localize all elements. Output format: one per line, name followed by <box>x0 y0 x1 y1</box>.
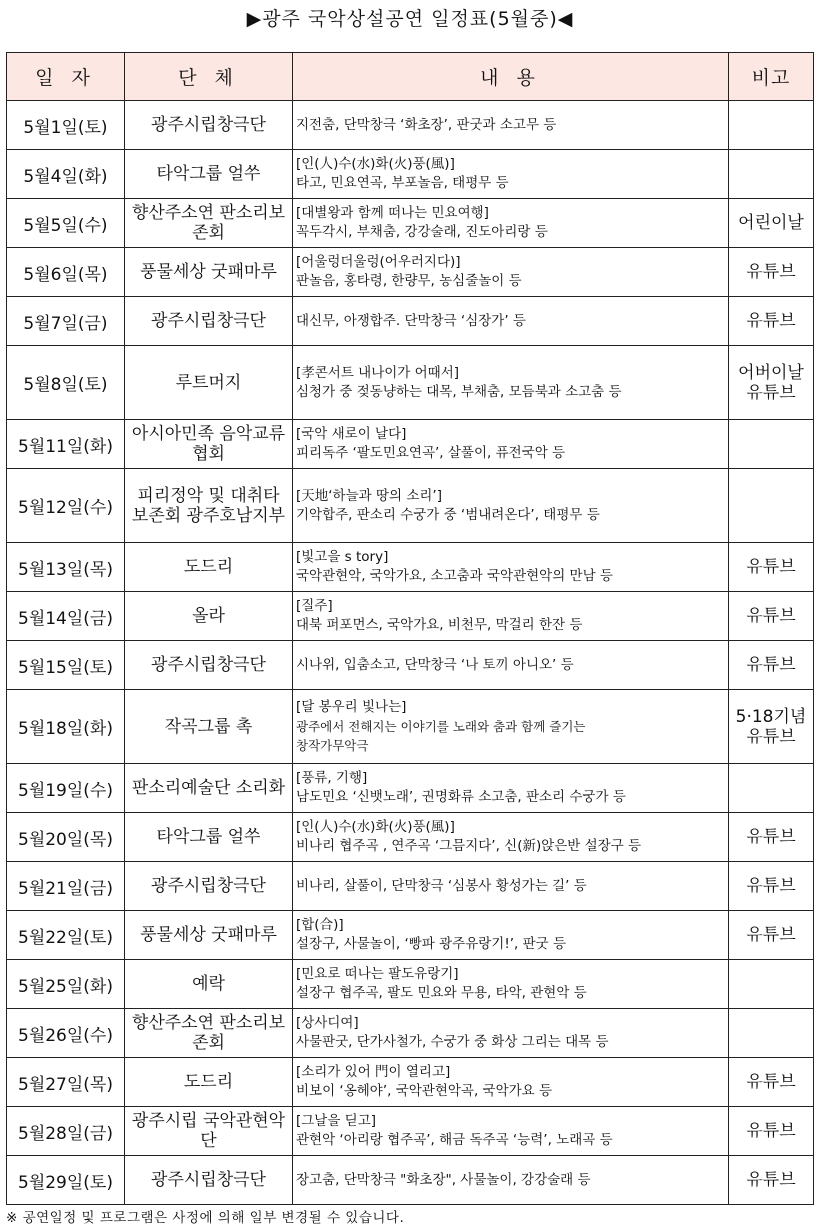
table-row <box>7 641 814 690</box>
content-line: [인(人)수(水)화(火)풍(風)] <box>296 819 455 835</box>
content-line: [소리가 있어 門이 열리고] <box>296 1064 451 1080</box>
row-group: 향산주소연 판소리보존회 <box>125 1009 293 1058</box>
content-line: 꼭두각시, 부채춤, 강강술래, 진도아리랑 등 <box>296 224 548 240</box>
row-date: 5월6일(목) <box>7 248 125 297</box>
row-date: 5월19일(수) <box>7 764 125 813</box>
row-group: 예락 <box>125 960 293 1009</box>
row-content <box>293 813 729 862</box>
row-date: 5월13일(목) <box>7 543 125 592</box>
row-note <box>729 101 814 150</box>
content-line: 판놀음, 홍타령, 한량무, 농심줄놀이 등 <box>296 273 522 289</box>
table-row <box>7 199 814 248</box>
row-date: 5월11일(화) <box>7 420 125 469</box>
row-content <box>293 641 729 690</box>
row-note: 어버이날유튜브 <box>729 346 814 420</box>
content-line: 비보이 ‘옹헤야’, 국악관현악곡, 국악가요 등 <box>296 1083 553 1099</box>
row-date: 5월26일(수) <box>7 1009 125 1058</box>
row-group: 광주시립창극단 <box>125 297 293 346</box>
row-date: 5월29일(토) <box>7 1156 125 1205</box>
table-row <box>7 911 814 960</box>
table-row <box>7 1009 814 1058</box>
row-content <box>293 420 729 469</box>
row-date: 5월7일(금) <box>7 297 125 346</box>
row-content <box>293 1058 729 1107</box>
row-note: 유튜브 <box>729 1107 814 1156</box>
row-group: 풍물세상 굿패마루 <box>125 248 293 297</box>
content-line: 비나리 협주곡 , 연주곡 ‘그믐지다’, 신(新)앉은반 설장구 등 <box>296 838 642 854</box>
row-note <box>729 469 814 543</box>
content-line: [인(人)수(水)화(火)풍(風)] <box>296 156 455 172</box>
row-content <box>293 469 729 543</box>
table-row <box>7 248 814 297</box>
header-group: 단 체 <box>125 53 293 101</box>
row-date: 5월28일(금) <box>7 1107 125 1156</box>
content-line: 창작가무악극 <box>296 738 369 753</box>
row-content <box>293 1107 729 1156</box>
row-group: 광주시립 국악관현악단 <box>125 1107 293 1156</box>
table-row <box>7 420 814 469</box>
row-group: 광주시립창극단 <box>125 862 293 911</box>
table-row <box>7 297 814 346</box>
row-date: 5월14일(금) <box>7 592 125 641</box>
row-note <box>729 960 814 1009</box>
row-date: 5월20일(목) <box>7 813 125 862</box>
row-content <box>293 101 729 150</box>
content-line: 광주에서 전해지는 이야기를 노래와 춤과 함께 즐기는 <box>296 719 586 734</box>
content-line: 남도민요 ‘신뱃노래’, 권명화류 소고춤, 판소리 수궁가 등 <box>296 789 626 805</box>
table-row <box>7 764 814 813</box>
table-row <box>7 960 814 1009</box>
row-group: 판소리예술단 소리화 <box>125 764 293 813</box>
row-note: 유튜브 <box>729 543 814 592</box>
row-note: 유튜브 <box>729 1156 814 1205</box>
row-note: 유튜브 <box>729 813 814 862</box>
content-line: 대북 퍼포먼스, 국악가요, 비천무, 막걸리 한잔 등 <box>296 617 583 633</box>
content-line: [합(合)] <box>296 917 344 933</box>
header-note: 비고 <box>729 53 814 101</box>
row-note <box>729 764 814 813</box>
row-note <box>729 420 814 469</box>
table-row <box>7 592 814 641</box>
row-group: 올라 <box>125 592 293 641</box>
content-line: [孝콘서트 내나이가 어때서] <box>296 364 460 381</box>
content-line: 대신무, 아쟁합주. 단막창극 ‘심장가’ 등 <box>296 312 526 329</box>
schedule-table <box>6 52 814 1205</box>
table-row <box>7 813 814 862</box>
row-date: 5월22일(토) <box>7 911 125 960</box>
row-date: 5월8일(토) <box>7 346 125 420</box>
content-line: 타고, 민요연곡, 부포놀음, 태평무 등 <box>296 175 509 191</box>
row-note <box>729 150 814 199</box>
content-line: [빛고을 s tory] <box>296 549 389 565</box>
row-note: 5·18기념 유튜브 <box>729 690 814 764</box>
content-line: [풍류, 기행] <box>296 770 368 786</box>
content-line: [민요로 떠나는 팔도유랑기] <box>296 966 459 982</box>
row-content <box>293 150 729 199</box>
content-line: 설장구, 사물놀이, ‘빵파 광주유랑기!’, 판굿 등 <box>296 936 567 952</box>
content-line: [국악 새로이 날다] <box>296 426 407 442</box>
table-row <box>7 101 814 150</box>
header-content: 내 용 <box>293 53 729 101</box>
row-note <box>729 1009 814 1058</box>
row-group: 광주시립창극단 <box>125 641 293 690</box>
row-group: 광주시립창극단 <box>125 101 293 150</box>
content-line: [달 봉우리 빛나는] <box>296 699 407 715</box>
row-date: 5월15일(토) <box>7 641 125 690</box>
row-group: 아시아민족 음악교류협회 <box>125 420 293 469</box>
row-date: 5월18일(화) <box>7 690 125 764</box>
row-content <box>293 543 729 592</box>
table-row <box>7 1156 814 1205</box>
row-note: 유튜브 <box>729 592 814 641</box>
content-line: [그날을 딛고] <box>296 1113 377 1129</box>
row-group: 타악그룹 얼쑤 <box>125 813 293 862</box>
content-line: 장고춤, 단막창극 "화초장", 사물놀이, 강강술래 등 <box>296 1171 591 1188</box>
table-row <box>7 346 814 420</box>
content-line: 사물판굿, 단가사철가, 수궁가 중 화상 그리는 대목 등 <box>296 1034 609 1050</box>
row-group: 도드리 <box>125 543 293 592</box>
row-date: 5월5일(수) <box>7 199 125 248</box>
row-content <box>293 248 729 297</box>
row-date: 5월25일(화) <box>7 960 125 1009</box>
table-row <box>7 862 814 911</box>
row-note: 어린이날 <box>729 199 814 248</box>
content-line: 국악관현악, 국악가요, 소고춤과 국악관현악의 만남 등 <box>296 568 613 584</box>
row-content <box>293 764 729 813</box>
row-date: 5월21일(금) <box>7 862 125 911</box>
row-content <box>293 1156 729 1205</box>
row-note: 유튜브 <box>729 248 814 297</box>
row-group: 풍물세상 굿패마루 <box>125 911 293 960</box>
content-line: [天地‘하늘과 땅의 소리’] <box>296 487 442 504</box>
row-group: 루트머지 <box>125 346 293 420</box>
row-group: 타악그룹 얼쑤 <box>125 150 293 199</box>
row-group: 피리정악 및 대취타 보존회 광주호남지부 <box>125 469 293 543</box>
row-note: 유튜브 <box>729 1058 814 1107</box>
row-group: 향산주소연 판소리보존회 <box>125 199 293 248</box>
row-date: 5월12일(수) <box>7 469 125 543</box>
content-line: [질주] <box>296 598 333 614</box>
table-row <box>7 150 814 199</box>
content-line: 지전춤, 단막창극 ‘화초장’, 판굿과 소고무 등 <box>296 116 557 133</box>
row-content <box>293 346 729 420</box>
content-line: [상사디여] <box>296 1015 359 1031</box>
row-content <box>293 1009 729 1058</box>
header-date: 일 자 <box>7 53 125 101</box>
content-line: 비나리, 살풀이, 단막창극 ‘심봉사 황성가는 길’ 등 <box>296 877 587 894</box>
table-row <box>7 690 814 764</box>
content-line: 관현악 ‘아리랑 협주곡’, 해금 독주곡 ‘능력’, 노래곡 등 <box>296 1132 613 1148</box>
content-line: 심청가 중 젖동냥하는 대목, 부채춤, 모듬북과 소고춤 등 <box>296 383 622 400</box>
content-line: 피리독주 ‘팔도민요연곡’, 살풀이, 퓨전국악 등 <box>296 445 566 461</box>
row-note: 유튜브 <box>729 911 814 960</box>
content-line: 설장구 협주곡, 팔도 민요와 무용, 타악, 관현악 등 <box>296 985 587 1001</box>
row-date: 5월27일(목) <box>7 1058 125 1107</box>
table-row <box>7 1107 814 1156</box>
content-line: [어울렁더울렁(어우러지다)] <box>296 254 461 270</box>
row-content <box>293 960 729 1009</box>
table-row <box>7 543 814 592</box>
content-line: 시나위, 입춤소고, 단막창극 ‘나 토끼 아니오’ 등 <box>296 656 574 673</box>
row-content <box>293 592 729 641</box>
row-content <box>293 690 729 764</box>
row-group: 도드리 <box>125 1058 293 1107</box>
footnote: ※ 공연일정 및 프로그램은 사정에 의해 일부 변경될 수 있습니다. <box>6 1210 405 1226</box>
page-title: ▶광주 국악상설공연 일정표(5월중)◀ <box>246 8 574 30</box>
row-content <box>293 297 729 346</box>
table-row <box>7 1058 814 1107</box>
row-note: 유튜브 <box>729 297 814 346</box>
row-group: 광주시립창극단 <box>125 1156 293 1205</box>
row-note: 유튜브 <box>729 641 814 690</box>
row-content <box>293 862 729 911</box>
row-date: 5월1일(토) <box>7 101 125 150</box>
row-group: 작곡그룹 촉 <box>125 690 293 764</box>
header-row <box>7 53 814 101</box>
content-line: [대별왕과 함께 떠나는 민요여행] <box>296 205 489 221</box>
row-content <box>293 911 729 960</box>
row-content <box>293 199 729 248</box>
row-note: 유튜브 <box>729 862 814 911</box>
content-line: 기악합주, 판소리 수궁가 중 ‘범내려온다’, 태평무 등 <box>296 506 600 523</box>
row-date: 5월4일(화) <box>7 150 125 199</box>
table-row <box>7 469 814 543</box>
